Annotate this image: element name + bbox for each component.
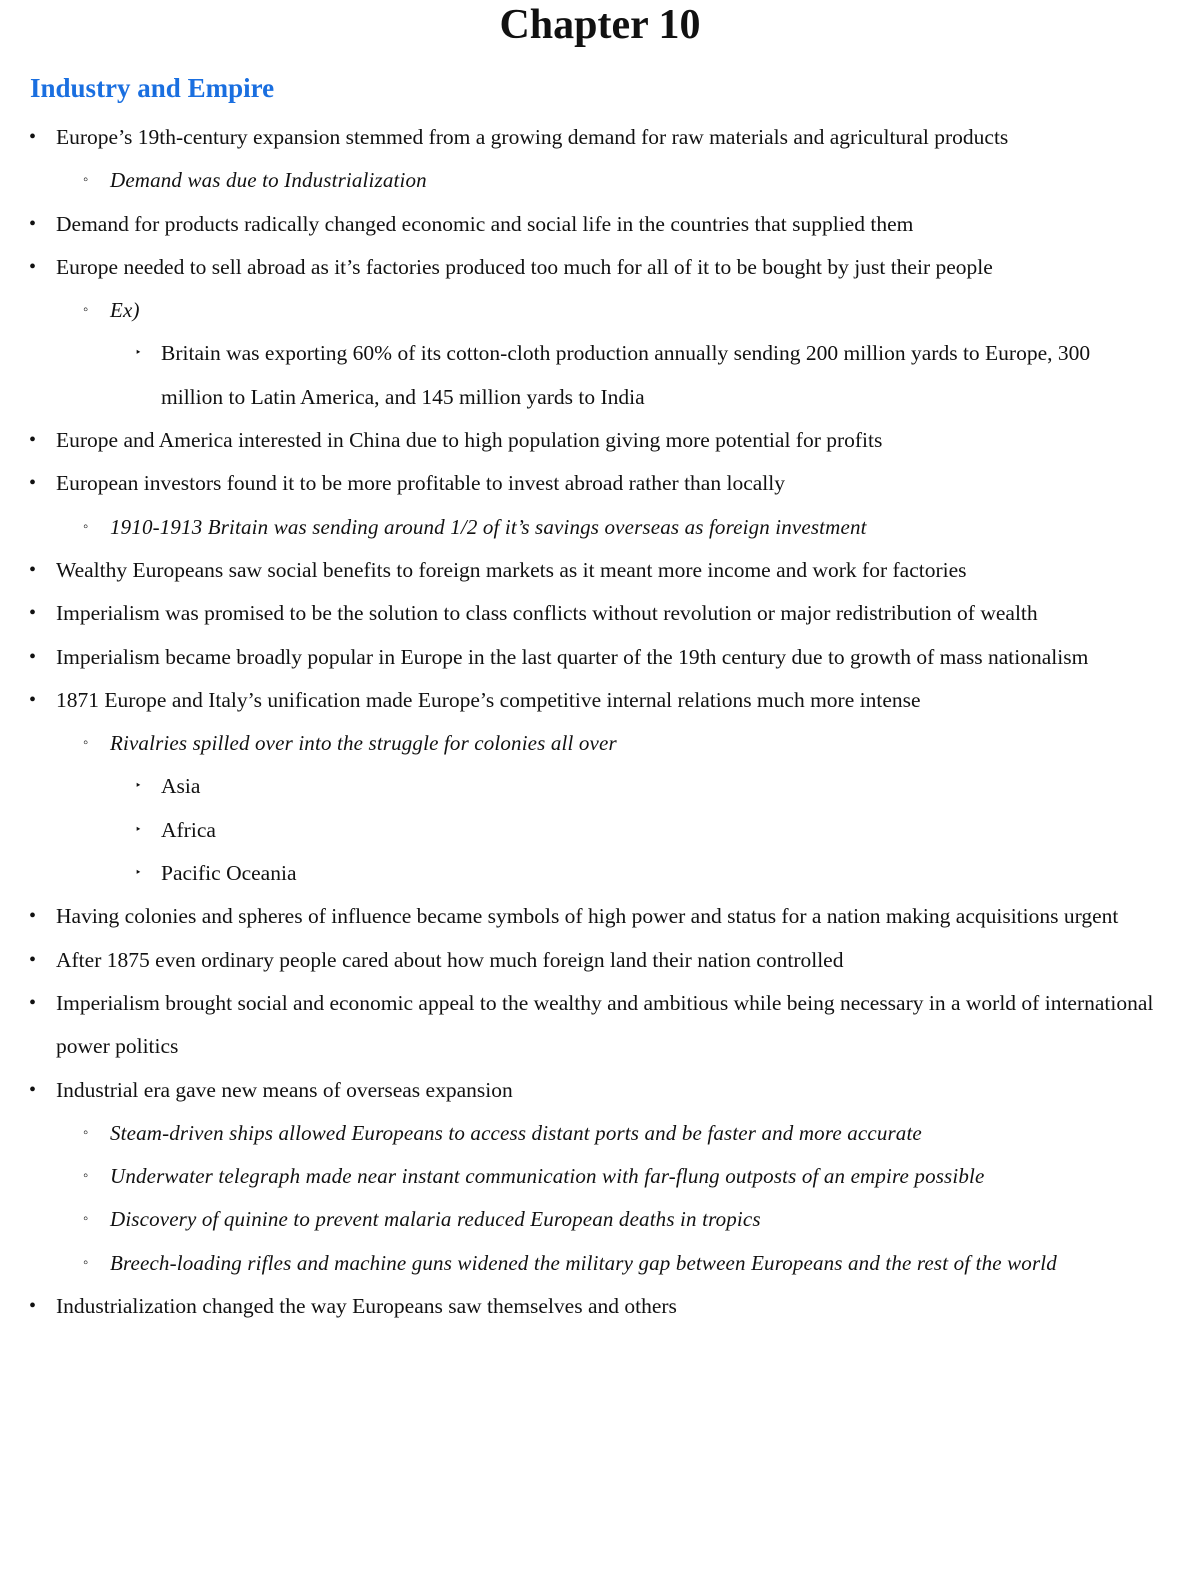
filled-circle-bullet-icon: • bbox=[29, 1295, 37, 1318]
note-item-level-1 bbox=[0, 982, 1200, 1069]
note-item-level-2 bbox=[0, 289, 1200, 332]
hollow-circle-bullet-icon: ◦ bbox=[83, 1124, 89, 1141]
triangle-bullet-icon: ‣ bbox=[135, 347, 142, 360]
note-item-level-1 bbox=[0, 1069, 1200, 1112]
note-text: 1910-1913 Britain was sending around 1/2 of it’s savings overseas as foreign investment bbox=[110, 514, 867, 539]
note-text: Europe’s 19th-century expansion stemmed from a growing demand for raw materials and agricultural products bbox=[56, 125, 1009, 149]
note-text: Asia bbox=[161, 774, 201, 799]
note-item-level-1 bbox=[0, 419, 1200, 462]
note-text: Industrialization changed the way Europeans saw themselves and others bbox=[56, 1294, 677, 1319]
triangle-bullet-icon: ‣ bbox=[135, 823, 142, 836]
section-heading: Industry and Empire bbox=[30, 73, 275, 103]
note-item-level-2 bbox=[0, 1198, 1200, 1241]
hollow-circle-bullet-icon: ◦ bbox=[83, 302, 89, 319]
note-text: After 1875 even ordinary people cared about how much foreign land their nation controlled bbox=[56, 947, 844, 972]
note-text: Imperialism became broadly popular in Europe in the last quarter of the 19th century due to growth of mass nationalism bbox=[56, 644, 1089, 669]
note-item-level-1 bbox=[0, 939, 1200, 982]
note-text: Imperialism brought social and economic appeal to the wealthy and ambitious while being necessary in a world of international power politics bbox=[56, 990, 1154, 1059]
hollow-circle-bullet-icon: ◦ bbox=[83, 1211, 89, 1228]
hollow-circle-bullet-icon: ◦ bbox=[83, 518, 89, 535]
note-item-level-1 bbox=[0, 592, 1200, 635]
note-text: European investors found it to be more profitable to invest abroad rather than locally bbox=[56, 471, 785, 496]
triangle-bullet-icon: ‣ bbox=[135, 867, 142, 880]
note-text: Steam-driven ships allowed Europeans to access distant ports and be faster and more accurate bbox=[110, 1120, 922, 1145]
note-item-level-1 bbox=[0, 462, 1200, 505]
note-item-level-3 bbox=[0, 809, 1200, 852]
filled-circle-bullet-icon: • bbox=[29, 1078, 37, 1101]
filled-circle-bullet-icon: • bbox=[29, 212, 37, 235]
note-item-level-1 bbox=[0, 636, 1200, 679]
hollow-circle-bullet-icon: ◦ bbox=[83, 172, 89, 189]
note-text: Europe and America interested in China due to high population giving more potential for profits bbox=[56, 428, 883, 453]
note-text: Imperialism was promised to be the solution to class conflicts without revolution or major redistribution of wealth bbox=[56, 601, 1038, 626]
notes-list bbox=[0, 116, 1200, 1328]
note-text: Having colonies and spheres of influence became symbols of high power and status for a nation making acquisitions urgent bbox=[56, 904, 1119, 929]
note-item-level-2 bbox=[0, 1242, 1200, 1285]
triangle-bullet-icon: ‣ bbox=[135, 780, 142, 793]
note-text: Europe needed to sell abroad as it’s factories produced too much for all of it to be bought by just their people bbox=[56, 254, 993, 279]
note-item-level-2 bbox=[0, 722, 1200, 765]
note-text: Demand for products radically changed economic and social life in the countries that supplied them bbox=[56, 211, 914, 236]
note-item-level-2 bbox=[0, 1155, 1200, 1198]
note-text: Rivalries spilled over into the struggle for colonies all over bbox=[110, 731, 617, 756]
note-item-level-1 bbox=[0, 203, 1200, 246]
filled-circle-bullet-icon: • bbox=[29, 429, 37, 452]
filled-circle-bullet-icon: • bbox=[29, 602, 37, 625]
note-text: Underwater telegraph made near instant communication with far-flung outposts of an empire possible bbox=[110, 1164, 985, 1189]
hollow-circle-bullet-icon: ◦ bbox=[83, 735, 89, 752]
note-item-level-2 bbox=[0, 159, 1200, 202]
filled-circle-bullet-icon: • bbox=[29, 645, 37, 668]
hollow-circle-bullet-icon: ◦ bbox=[83, 1168, 89, 1185]
note-item-level-1 bbox=[0, 549, 1200, 592]
note-text: Wealthy Europeans saw social benefits to foreign markets as it meant more income and work for factories bbox=[56, 557, 967, 582]
note-text: Britain was exporting 60% of its cotton-cloth production annually sending 200 million yards to Europe, 300 million to Latin America, and 145 million yards to India bbox=[161, 341, 1091, 409]
note-item-level-3 bbox=[0, 765, 1200, 808]
note-text: Breech-loading rifles and machine guns widened the military gap between Europeans and the rest of the world bbox=[110, 1250, 1057, 1275]
note-item-level-1 bbox=[0, 246, 1200, 289]
filled-circle-bullet-icon: • bbox=[29, 948, 37, 971]
filled-circle-bullet-icon: • bbox=[29, 991, 37, 1014]
note-item-level-2 bbox=[0, 1112, 1200, 1155]
hollow-circle-bullet-icon: ◦ bbox=[83, 1254, 89, 1271]
note-text: Ex) bbox=[110, 298, 140, 323]
note-item-level-3 bbox=[0, 852, 1200, 895]
note-item-level-2 bbox=[0, 506, 1200, 549]
filled-circle-bullet-icon: • bbox=[29, 688, 37, 711]
note-item-level-3 bbox=[0, 332, 1200, 419]
filled-circle-bullet-icon: • bbox=[29, 558, 37, 581]
note-text: 1871 Europe and Italy’s unification made Europe’s competitive internal relations much more intense bbox=[56, 687, 921, 712]
note-item-level-1 bbox=[0, 895, 1200, 938]
note-text: Africa bbox=[161, 817, 216, 842]
note-item-level-1 bbox=[0, 116, 1200, 159]
chapter-title: Chapter 10 bbox=[499, 2, 701, 48]
note-item-level-1 bbox=[0, 679, 1200, 722]
note-item-level-1 bbox=[0, 1285, 1200, 1328]
note-text: Demand was due to Industrialization bbox=[110, 168, 427, 193]
filled-circle-bullet-icon: • bbox=[29, 126, 37, 148]
note-text: Industrial era gave new means of overseas expansion bbox=[56, 1077, 513, 1102]
note-text: Discovery of quinine to prevent malaria reduced European deaths in tropics bbox=[110, 1207, 761, 1232]
filled-circle-bullet-icon: • bbox=[29, 905, 37, 928]
note-text: Pacific Oceania bbox=[161, 861, 297, 886]
filled-circle-bullet-icon: • bbox=[29, 255, 37, 278]
filled-circle-bullet-icon: • bbox=[29, 472, 37, 495]
